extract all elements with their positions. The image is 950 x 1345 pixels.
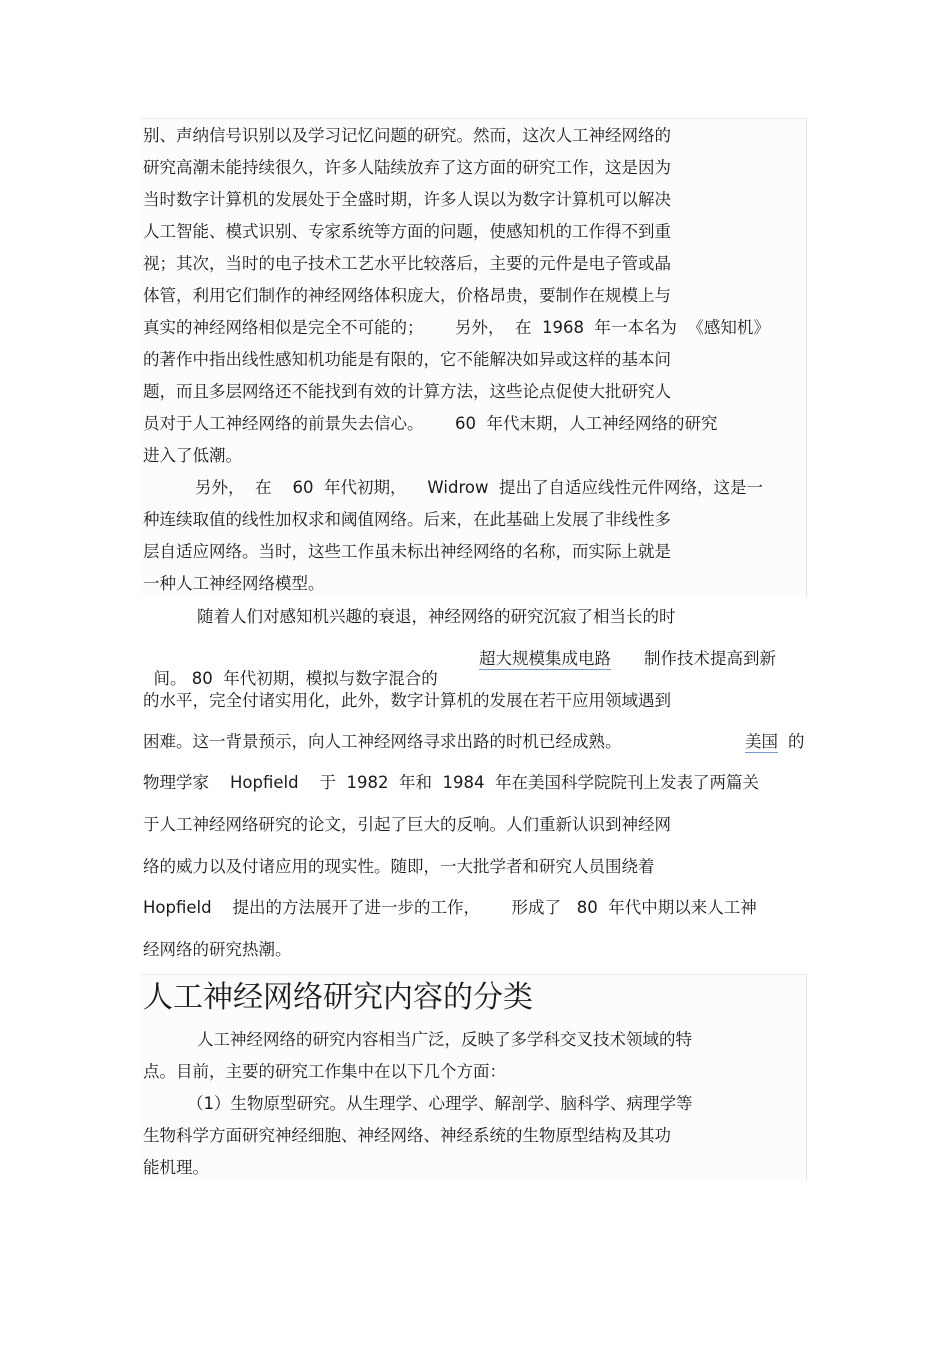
paragraph-line: 题，而且多层网络还不能找到有效的计算方法，这些论点促使大批研究人 <box>143 382 671 401</box>
vlsi-link[interactable]: 超大规模集成电路 <box>479 649 611 668</box>
paragraph-line: 员对于人工神经网络的前景失去信心。 60 年代末期，人工神经网络的研究 <box>143 414 718 433</box>
paragraph-line: 的水平，完全付诸实用化，此外，数字计算机的发展在若干应用领域遇到 <box>143 691 671 710</box>
paragraph-line: 视；其次，当时的电子技术工艺水平比较落后，主要的元件是电子管或晶 <box>143 254 671 273</box>
paragraph-line: 另外， 在 60 年代初期， Widrow 提出了自适应线性元件网络，这是一 <box>195 478 763 497</box>
paragraph-line: 络的威力以及付诸应用的现实性。随即，一大批学者和研究人员围绕着 <box>143 857 655 876</box>
paragraph-line: 经网络的研究热潮。 <box>143 940 292 959</box>
paragraph-line: 点。目前，主要的研究工作集中在以下几个方面： <box>143 1062 506 1081</box>
paragraph-line: 能机理。 <box>143 1158 209 1177</box>
paragraph-line: 当时数字计算机的发展处于全盛时期，许多人误以为数字计算机可以解决 <box>143 190 671 209</box>
paragraph-line: 物理学家 Hopfield 于 1982 年和 1984 年在美国科学院院刊上发表了两篇关 <box>143 773 759 792</box>
paragraph-line: 一种人工神经网络模型。 <box>143 574 325 593</box>
paragraph-line: 体管，利用它们制作的神经网络体积庞大，价格昂贵，要制作在规模上与 <box>143 286 671 305</box>
paragraph-line: 于人工神经网络研究的论文，引起了巨大的反响。人们重新认识到神经网 <box>143 815 671 834</box>
paragraph-line: 研究高潮未能持续很久，许多人陆续放弃了这方面的研究工作，这是因为 <box>143 158 671 177</box>
paragraph-line: 生物科学方面研究神经细胞、神经网络、神经系统的生物原型结构及其功 <box>143 1126 671 1145</box>
paragraph-line: 人工智能、模式识别、专家系统等方面的问题，使感知机的工作得不到重 <box>143 222 671 241</box>
paragraph-line: 层自适应网络。当时，这些工作虽未标出神经网络的名称，而实际上就是 <box>143 542 671 561</box>
paragraph-line: （1）生物原型研究。从生理学、心理学、解剖学、脑科学、病理学等 <box>187 1094 693 1113</box>
usa-link[interactable]: 美国 <box>745 732 778 751</box>
section-heading: 人工神经网络研究内容的分类 <box>143 980 533 1015</box>
paragraph-line: 困难。这一背景预示，向人工神经网络寻求出路的时机已经成熟。 <box>143 732 622 751</box>
paragraph-line: 真实的神经网络相似是完全不可能的； 另外， 在 1968 年一本名为 《感知机》 <box>143 318 770 337</box>
paragraph-line: 别、声纳信号识别以及学习记忆问题的研究。然而，这次人工神经网络的 <box>143 126 671 145</box>
paragraph-line: Hopfield 提出的方法展开了进一步的工作， 形成了 80 年代中期以来人工神 <box>143 898 757 917</box>
paragraph-line: 人工神经网络的研究内容相当广泛，反映了多学科交叉技术领域的特 <box>197 1030 692 1049</box>
paragraph-line: 制作技术提高到新 <box>644 649 776 668</box>
paragraph-line: 种连续取值的线性加权求和阈值网络。后来，在此基础上发展了非线性多 <box>143 510 671 529</box>
paragraph-line: 的 <box>788 732 805 751</box>
paragraph-line: 进入了低潮。 <box>143 446 242 465</box>
paragraph-line: 随着人们对感知机兴趣的衰退，神经网络的研究沉寂了相当长的时 <box>197 607 676 626</box>
paragraph-line <box>143 649 438 689</box>
paragraph-line: 的著作中指出线性感知机功能是有限的，它不能解决如异或这样的基本问 <box>143 350 671 369</box>
line-text: 间。 80 年代初期，模拟与数字混合的 <box>153 669 438 688</box>
